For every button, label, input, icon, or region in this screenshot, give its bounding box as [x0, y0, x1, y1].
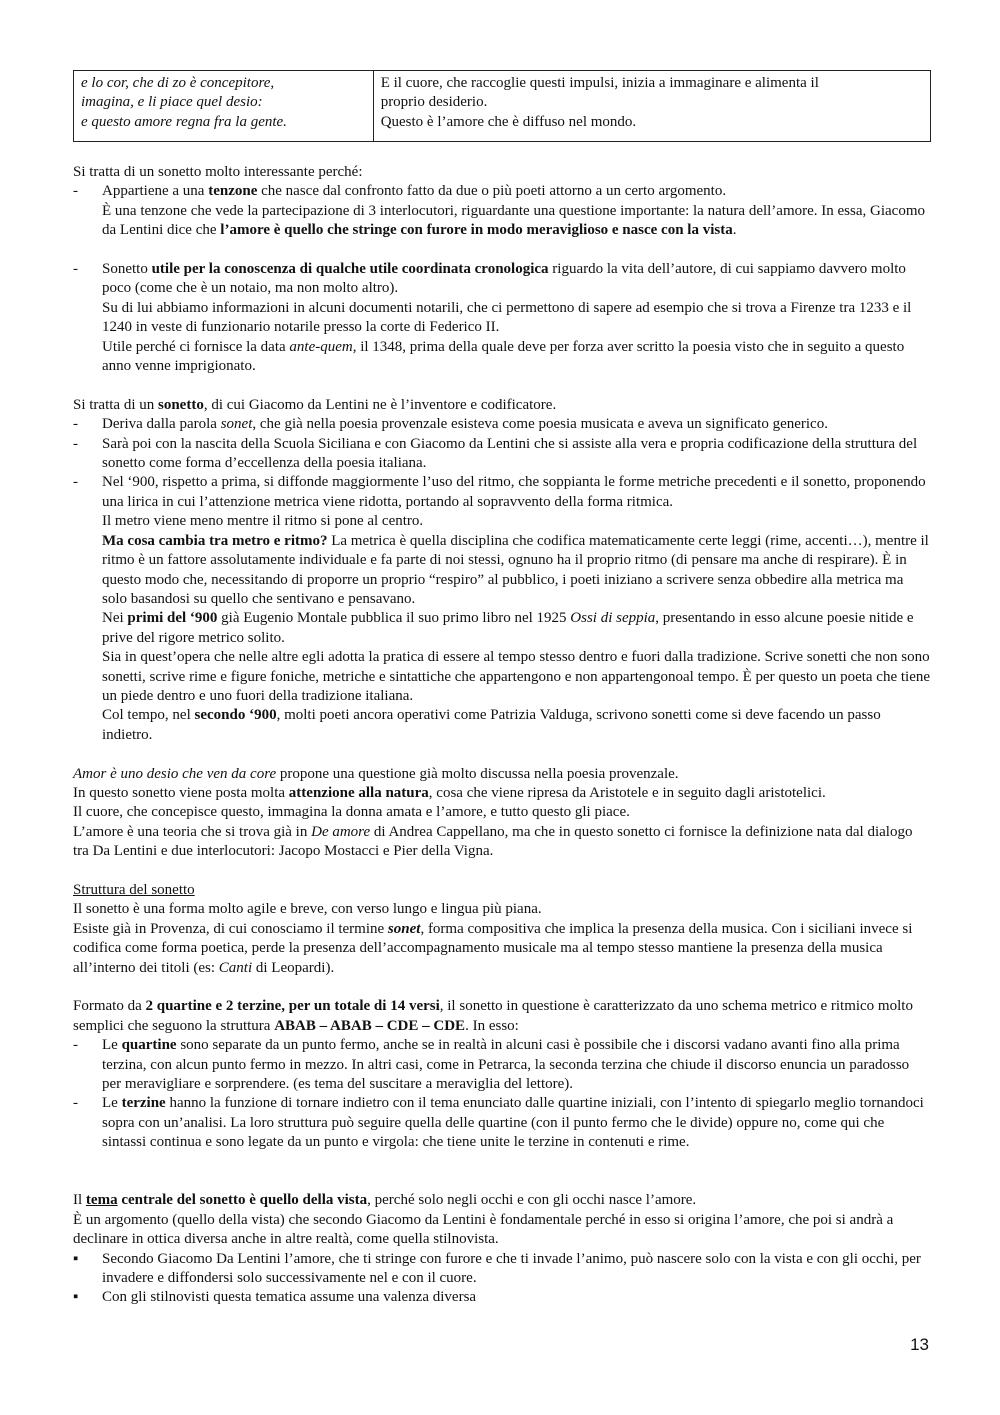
paragraph: Sarà poi con la nascita della Scuola Siciliana e con Giacomo da Lentini che si assiste alla vera e propria codificazione della struttura del sonetto come forma d’eccellenza della poesia italiana.: [102, 435, 918, 472]
italic-term: ante-quem: [289, 338, 353, 355]
square-bullet-marker: ▪: [73, 1289, 79, 1306]
bold-term: sonetto: [158, 396, 204, 413]
list-item: [73, 473, 931, 745]
list-item: [73, 435, 931, 474]
translation-line: proprio desiderio.: [380, 94, 488, 111]
bullet-marker: -: [73, 474, 78, 491]
paragraph: Si tratta di un sonetto, di cui Giacomo da Lentini ne è l’inventore e codificatore.: [73, 396, 557, 413]
bold-term: tenzone: [208, 183, 258, 200]
bold-term: primi del ‘900: [127, 610, 218, 627]
verse-line: e questo amore regna fra la gente.: [81, 113, 287, 130]
bullet-marker: -: [73, 183, 78, 200]
bullet-marker: -: [73, 261, 78, 278]
paragraph: Il sonetto è una forma molto agile e breve, con verso lungo e lingua più piana.: [73, 901, 542, 918]
paragraph: Il metro viene meno mentre il ritmo si pone al centro.: [102, 513, 424, 530]
bold-term: centrale del sonetto è quello della vista: [117, 1192, 368, 1209]
paragraph: Nei primi del ‘900 già Eugenio Montale pubblica il suo primo libro nel 1925 Ossi di seppia, presentando in esso alcune poesie nitide e prive del rigore metrico solito.: [102, 610, 914, 646]
paragraph: Le terzine hanno la funzione di tornare indietro con il tema enunciato dalle quartine iniziali, con l’intento di spiegarlo meglio tornandoci sopra con un’analisi. La loro struttura può seguire quella delle quartine (con il punto fermo che le divide) oppure no, come qui che sintassi continua e sono legate da un punto e virgola: che tiene unite le terzine in contenuti e rime.: [102, 1095, 924, 1151]
italic-term: sonet: [220, 416, 253, 433]
bold-question: Ma cosa cambia tra metro e ritmo?: [102, 532, 328, 549]
bold-italic-term: sonet: [387, 920, 421, 937]
verse-line: e lo cor, che di zo è concepitore,: [81, 75, 275, 91]
paragraph: Deriva dalla parola sonet, che già nella poesia provenzale esisteva come poesia musicata e aveva un significato generico.: [102, 416, 828, 433]
bold-term: l’amore è quello che stringe con furore in modo meraviglioso e nasce con la vista: [220, 222, 733, 239]
paragraph: Utile perché ci fornisce la data ante-quem, il 1348, prima della quale deve per forza aver scritto la poesia visto che in seguito a questo anno venne imprigionato.: [102, 338, 905, 375]
bold-term: 2 quartine e 2 terzine, per un totale di 14 versi: [145, 998, 440, 1015]
paragraph: In questo sonetto viene posta molta attenzione alla natura, cosa che viene ripresa da Aristotele e in seguito dagli aristotelici.: [73, 784, 826, 801]
translation-line: E il cuore, che raccoglie questi impulsi, inizia a immaginare e alimenta il: [380, 75, 819, 91]
paragraph: Il cuore, che concepisce questo, immagina la donna amata e l’amore, e tutto questo gli piace.: [73, 804, 630, 821]
bold-term: secondo ‘900: [194, 707, 277, 724]
square-bullet-marker: ▪: [73, 1250, 79, 1267]
paragraph: Su di lui abbiamo informazioni in alcuni documenti notarili, che ci permettono di sapere ad esempio che si trova a Firenze tra 1233 e il 1240 in veste di funzionario notarile presso la corte di Federico II.: [102, 299, 912, 336]
bullet-marker: -: [73, 1037, 78, 1054]
paragraph: È una tenzone che vede la partecipazione di 3 interlocutori, riguardante una questione importante: la natura dell’amore. In essa, Giacomo da Lentini dice che l’amore è quello che stringe con furore in modo meraviglioso e nasce con la vista.: [102, 202, 926, 239]
original-verse-cell: [74, 71, 374, 142]
paragraph: Sia in quest’opera che nelle altre egli adotta la pratica di essere al tempo stesso dentro e fuori dalla tradizione. Scrive sonetti che non sono sonetti, scrive rime e figure foniche, metriche e sintattiche che appartengono e non appartengonoal tempo. È per questo un poeta che tiene un piede dentro e uno fuori della tradizione italiana.: [102, 649, 931, 704]
paragraph: Formato da 2 quartine e 2 terzine, per un totale di 14 versi, il sonetto in questione è caratterizzato da uno schema metrico e ritmico molto semplici che seguono la struttura ABAB – ABAB – CDE – CDE. In esso:: [73, 998, 913, 1034]
paragraph: Con gli stilnovisti questa tematica assume una valenza diversa: [102, 1289, 477, 1306]
bullet-marker: -: [73, 416, 78, 433]
bullet-marker: -: [73, 1095, 78, 1112]
italic-title: Amor è uno desio che ven da core: [73, 765, 277, 782]
paragraph: Il tema centrale del sonetto è quello della vista, perché solo negli occhi e con gli occhi nasce l’amore.: [73, 1192, 697, 1209]
italic-title: De amore: [311, 823, 371, 840]
paragraph: Appartiene a una tenzone che nasce dal confronto fatto da due o più poeti attorno a un certo argomento.: [102, 183, 727, 200]
bold-term: quartine: [121, 1037, 177, 1054]
italic-title: Ossi di seppia: [570, 610, 656, 627]
section-heading: Struttura del sonetto: [73, 881, 195, 898]
table-row: [74, 71, 931, 142]
list-item: [73, 1094, 931, 1152]
paragraph: Le quartine sono separate da un punto fermo, anche se in realtà in alcuni casi è possibile che i discorsi vadano avanti fino alla prima terzina, con alcun punto fermo in mezzo. In altri casi, come in Petrarca, la seconda terzina che chiude il discorso enuncia un paradosso per meravigliare e sorprendere. (es tema del suscitare a meraviglia del lettore).: [102, 1037, 910, 1093]
page-number: 13: [910, 1335, 929, 1354]
list-item: [73, 415, 931, 434]
list-item: [73, 1288, 931, 1307]
paragraph: Secondo Giacomo Da Lentini l’amore, che ti stringe con furore e che ti invade l’animo, può nascere solo con la vista e con gli occhi, per invadere e diffondersi solo successivamente nel e con il cuore.: [102, 1250, 921, 1287]
paragraph: Nel ‘900, rispetto a prima, si diffonde maggiormente l’uso del ritmo, che soppianta le forme metriche precedenti e il sonetto, proponendo una lirica in cui l’attenzione metrica viene ridotta, portando al sopravvento della forma ritmica.: [102, 474, 926, 510]
list-item: [73, 260, 931, 376]
italic-title: Canti: [218, 959, 253, 976]
bold-underlined-term: tema: [85, 1192, 118, 1209]
paragraph: Ma cosa cambia tra metro e ritmo? La metrica è quella disciplina che codifica matematicamente certe leggi (rime, accenti…), mentre il ritmo è un fattore assolutamente individuale e fa parte di noi stessi, ognuno ha il proprio ritmo (di pensare ma anche di respirare). È in questo modo che, necessitando di proporre un proprio “respiro” al pubblico, i poeti iniziano a scrivere senza obbedire alla metrica ma solo basandosi su quello che sentivano e pensavano.: [102, 532, 929, 607]
verse-translation-table: [73, 70, 931, 142]
list-item: [73, 182, 931, 240]
paragraph: Sonetto utile per la conoscenza di qualche utile coordinata cronologica riguardo la vita dell’autore, di cui sappiamo davvero molto poco (come che è un notaio, ma non molto altro).: [102, 261, 906, 297]
paragraph: Col tempo, nel secondo ‘900, molti poeti ancora operativi come Patrizia Valduga, scrivono sonetti come si deve facendo un passo indietro.: [102, 707, 881, 743]
paragraph: L’amore è una teoria che si trova già in De amore di Andrea Cappellano, ma che in questo sonetto ci fornisce la definizione nata dal dialogo tra Da Lentini e due interlocutori: Jacopo Mostacci e Pier della Vigna.: [73, 823, 913, 860]
list-item: [73, 1036, 931, 1094]
translation-line: Questo è l’amore che è diffuso nel mondo.: [380, 113, 637, 130]
verse-line: imagina, e li piace quel desio:: [81, 94, 263, 111]
bullet-marker: -: [73, 435, 78, 452]
paragraph: Amor è uno desio che ven da core propone una questione già molto discussa nella poesia provenzale.: [73, 765, 679, 782]
bold-term: terzine: [121, 1095, 166, 1112]
paragraph: Si tratta di un sonetto molto interessante perché:: [73, 164, 363, 180]
paragraph: È un argomento (quello della vista) che secondo Giacomo da Lentini è fondamentale perché in esso si origina l’amore, che poi si andrà a declinare in ottica diversa anche in altre realtà, come quella stilnovista.: [73, 1211, 894, 1248]
translation-cell: [373, 71, 930, 142]
bold-term: utile per la conoscenza di qualche utile coordinata cronologica: [151, 261, 549, 278]
list-item: [73, 1250, 931, 1289]
rhyme-scheme: ABAB – ABAB – CDE – CDE: [274, 1017, 466, 1034]
bold-term: attenzione alla natura: [288, 784, 429, 801]
paragraph: Esiste già in Provenza, di cui conosciamo il termine sonet, forma compositiva che implica la presenza della musica. Con i siciliani invece si codifica come forma poetica, perde la presenza dell’accompagnamento musicale ma al tempo stesso mantiene la presenza della musica all’interno dei titoli (es: Canti di Leopardi).: [73, 920, 913, 976]
document-page: [73, 70, 931, 1308]
